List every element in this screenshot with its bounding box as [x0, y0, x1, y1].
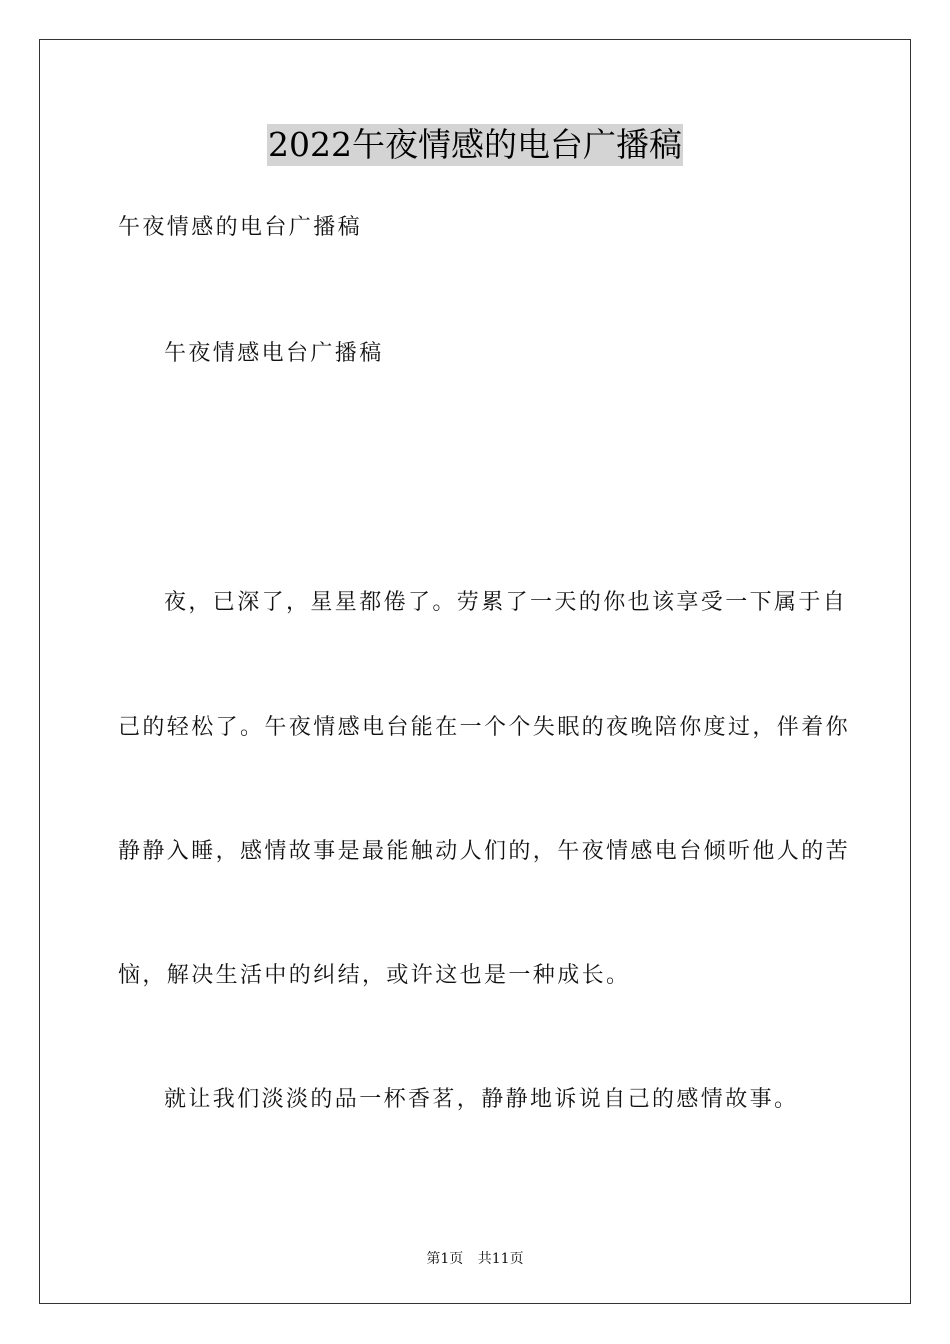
title-container: [0, 124, 950, 166]
paragraph-line: 静静入睡，感情故事是最能触动人们的，午夜情感电台倾听他人的苦: [118, 839, 851, 864]
document-title: 2022午夜情感的电台广播稿: [268, 125, 682, 164]
page-total: 共11页: [477, 1251, 524, 1267]
paragraph-line: 己的轻松了。午夜情感电台能在一个个失眠的夜晚陪你度过，伴着你: [118, 715, 851, 740]
paragraph-line: 恼，解决生活中的纠结，或许这也是一种成长。: [118, 963, 631, 988]
paragraph-line: 夜，已深了，星星都倦了。劳累了一天的你也该享受一下属于自: [164, 590, 848, 615]
page-footer: [0, 1248, 950, 1268]
document-subtitle: 午夜情感的电台广播稿: [118, 215, 363, 240]
page-number: 第1页: [426, 1251, 464, 1267]
section-heading: 午夜情感电台广播稿: [164, 341, 384, 366]
paragraph-2: 就让我们淡淡的品一杯香茗，静静地诉说自己的感情故事。: [164, 1087, 799, 1112]
